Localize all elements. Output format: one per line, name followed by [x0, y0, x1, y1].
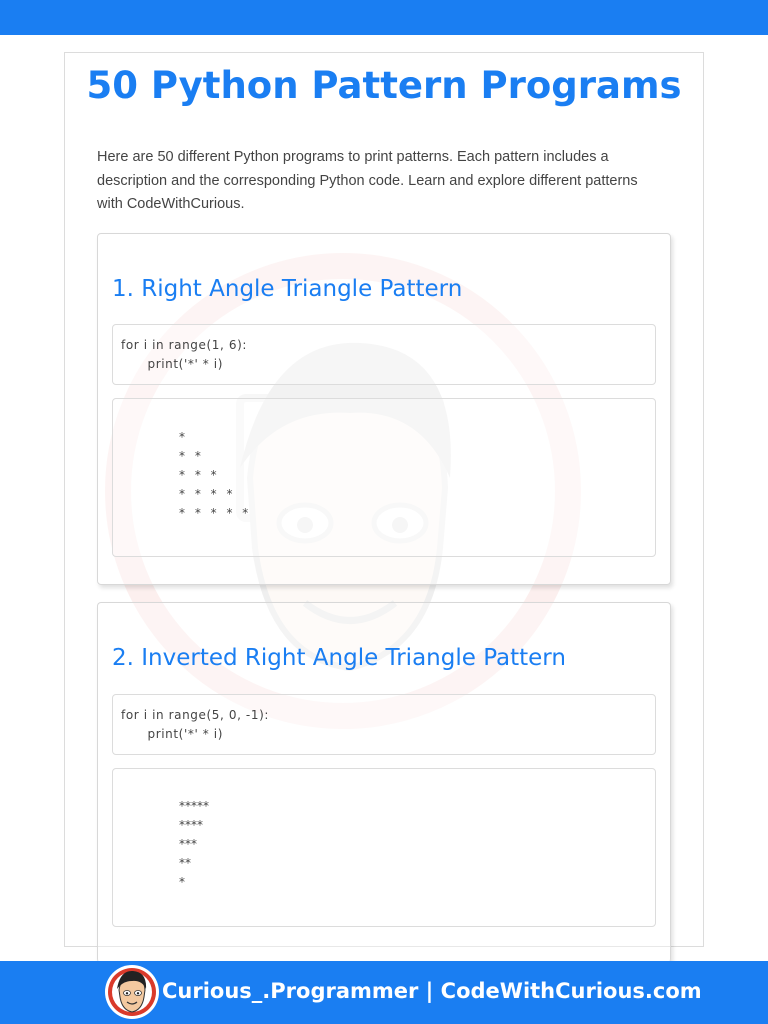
code-text: for i in range(5, 0, -1): print('*' * i)	[121, 708, 270, 741]
code-block	[112, 694, 656, 755]
pattern-card-2	[97, 602, 671, 963]
pattern-card-1	[97, 233, 671, 585]
top-brand-bar	[0, 0, 768, 35]
output-text: ***** **** *** ** *	[179, 799, 209, 889]
avatar-icon	[104, 964, 160, 1020]
pattern-title: 2. Inverted Right Angle Triangle Pattern	[112, 645, 566, 671]
footer-brand-text: Curious_.Programmer | CodeWithCurious.com	[162, 979, 702, 1003]
pattern-title: 1. Right Angle Triangle Pattern	[112, 276, 463, 302]
output-block	[112, 768, 656, 927]
code-text: for i in range(1, 6): print('*' * i)	[121, 338, 248, 371]
code-block	[112, 324, 656, 385]
output-text: * * * * * * * * * * * * * * *	[179, 430, 252, 520]
output-block	[112, 398, 656, 557]
intro-paragraph: Here are 50 different Python programs to print patterns. Each pattern includes a description and the corresponding Python code. Learn and explore different patterns with CodeWithCurious.	[97, 149, 638, 212]
page-title: 50 Python Pattern Programs	[86, 64, 682, 107]
